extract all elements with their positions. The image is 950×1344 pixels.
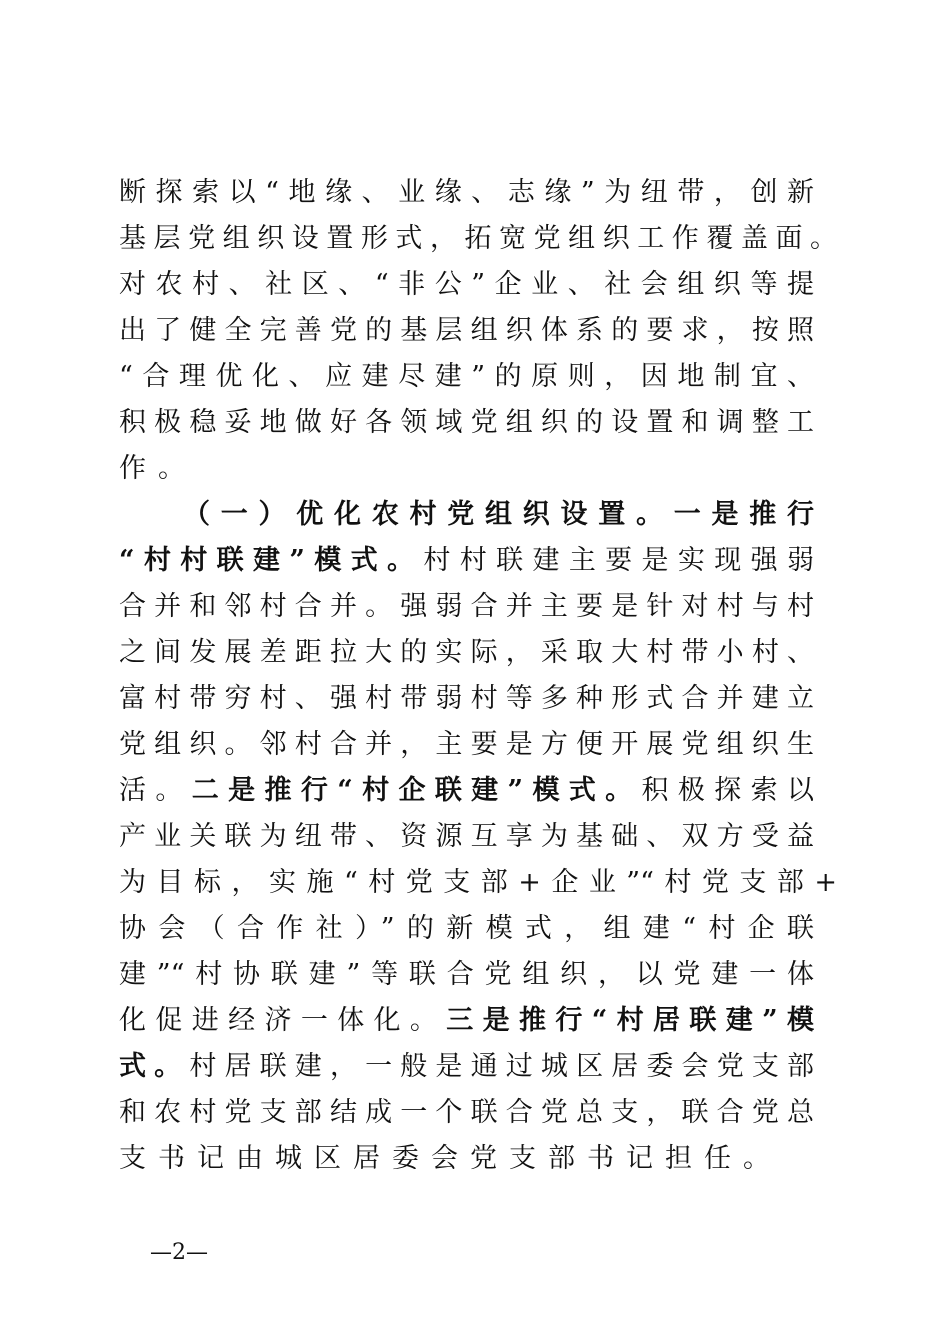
text-segment: 支书记由城区居委会党支部书记担任。: [119, 1143, 782, 1174]
text-segment: 活。: [119, 775, 192, 806]
text-segment: 建”“村协联建”等联合党组织，以党建一体: [119, 959, 814, 990]
text-line: [119, 1090, 814, 1136]
text-segment: 富村带穷村、强村带弱村等多种形式合并建立: [119, 683, 814, 714]
bold-text-segment: “村村联建”模式。: [119, 545, 424, 576]
text-line: [119, 216, 837, 262]
text-segment: 党组织。邻村合并，主要是方便开展党组织生: [119, 729, 814, 760]
text-line: [119, 676, 814, 722]
text-segment: 出了健全完善党的基层组织体系的要求，按照: [119, 315, 814, 346]
text-segment: 村居联建，一般是通过城区居委会党支部: [189, 1051, 815, 1082]
text-line: [119, 584, 814, 630]
text-segment: 协会（合作社）”的新模式，组建“村企联: [119, 913, 814, 944]
text-line: [119, 1044, 814, 1090]
text-line: [119, 170, 814, 216]
text-segment: 和农村党支部结成一个联合党总支，联合党总: [119, 1097, 814, 1128]
text-line: [119, 630, 814, 676]
text-segment: 化促进经济一体化。: [119, 1005, 447, 1036]
bold-text-segment: （一）优化农村党组织设置。一是推行: [183, 499, 814, 530]
text-line: [119, 308, 814, 354]
text-line: [119, 1136, 831, 1182]
text-line: [119, 860, 837, 906]
bold-text-segment: 二是推行“村企联建”模式。: [191, 775, 642, 806]
text-segment: “合理优化、应建尽建”的原则，因地制宜、: [119, 361, 814, 392]
text-line: [119, 354, 814, 400]
text-segment: 断探索以“地缘、业缘、志缘”为纽带，创新: [119, 177, 814, 208]
text-segment: 基层党组织设置形式，拓宽党组织工作覆盖面。: [119, 223, 837, 254]
text-line: [119, 906, 814, 952]
text-line: [119, 538, 814, 584]
text-segment: 积极稳妥地做好各领域党组织的设置和调整工: [119, 407, 814, 438]
text-segment: 合并和邻村合并。强弱合并主要是针对村与村: [119, 591, 814, 622]
text-segment: 之间发展差距拉大的实际，采取大村带小村、: [119, 637, 814, 668]
text-segment: 积极探索以: [641, 775, 815, 806]
text-line: [119, 952, 814, 998]
text-segment: 产业关联为纽带、资源互享为基础、双方受益: [119, 821, 814, 852]
text-line: [119, 814, 814, 860]
bold-text-segment: 三是推行“村居联建”模: [446, 1005, 815, 1036]
text-line: [183, 492, 814, 538]
text-line: [119, 998, 814, 1044]
text-segment: 作。: [119, 453, 197, 484]
text-line: [119, 262, 814, 308]
text-line: [119, 446, 831, 492]
text-line: [119, 722, 814, 768]
text-segment: 为目标，实施“村党支部+企业”“村党支部+: [119, 867, 837, 898]
page-number: —2—: [150, 1240, 208, 1265]
text-segment: 对农村、社区、“非公”企业、社会组织等提: [119, 269, 814, 300]
text-line: [119, 400, 814, 446]
bold-text-segment: 式。: [119, 1051, 190, 1082]
text-segment: 村村联建主要是实现强弱: [423, 545, 815, 576]
text-line: [119, 768, 814, 814]
